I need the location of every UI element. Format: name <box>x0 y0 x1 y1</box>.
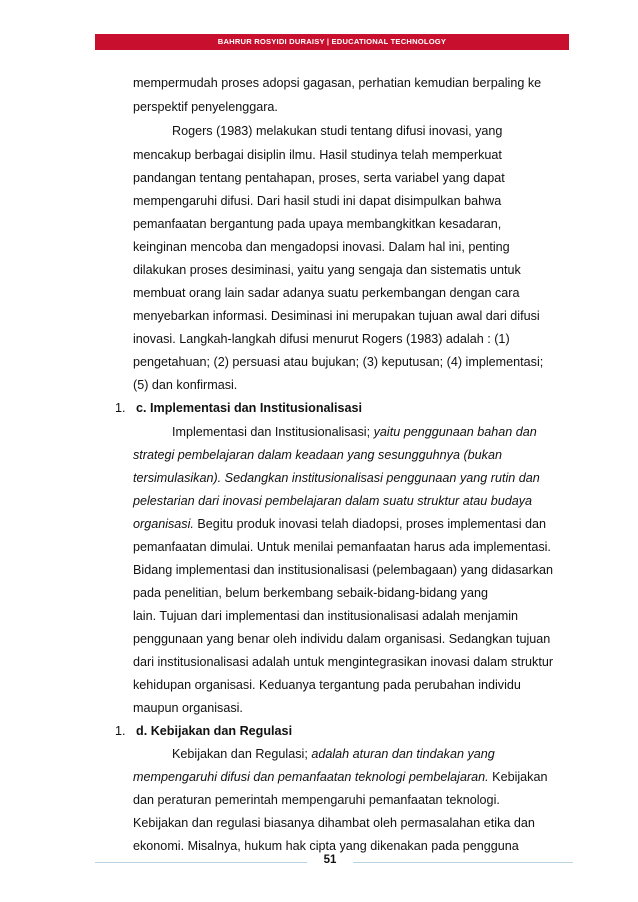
text-line: pada penelitian, belum berkembang sebaik-bidang-bidang yang <box>133 586 488 600</box>
text-line <box>172 424 537 440</box>
italic-span: pelestarian dari inovasi pembelajaran dalam suatu struktur atau budaya <box>133 494 533 508</box>
heading-text: c. Implementasi dan Institusionalisasi <box>136 401 363 415</box>
text-line <box>133 769 547 785</box>
footer-rule-left <box>95 862 307 863</box>
text-line: pengetahuan; (2) persuasi atau bujukan; (3) keputusan; (4) implementasi; <box>133 355 544 369</box>
text-line: maupun organisasi. <box>133 701 243 715</box>
text-span: Begitu produk inovasi telah diadopsi, proses implementasi dan <box>193 517 547 531</box>
text-line: ekonomi. Misalnya, hukum hak cipta yang dikenakan pada pengguna <box>133 839 519 853</box>
text-line <box>133 447 502 463</box>
text-line: Kebijakan dan regulasi biasanya dihambat oleh permasalahan etika dan <box>133 816 535 830</box>
text-line: penggunaan yang benar oleh individu dalam organisasi. Sedangkan tujuan <box>133 632 551 646</box>
text-span: Kebijakan dan Regulasi; <box>172 747 312 761</box>
footer-rule-right <box>353 862 573 863</box>
text-line: inovasi. Langkah-langkah difusi menurut Rogers (1983) adalah : (1) <box>133 332 510 346</box>
text-line <box>133 493 532 509</box>
text-line: Bidang implementasi dan institusionalisasi (pelembagaan) yang didasarkan <box>133 563 554 577</box>
text-line: lain. Tujuan dari implementasi dan institusionalisasi adalah menjamin <box>133 609 519 623</box>
text-line: keinginan mencoba dan mengadopsi inovasi. Dalam hal ini, penting <box>133 240 510 254</box>
text-line: dan peraturan pemerintah mempengaruhi pemanfaatan teknologi. <box>133 793 500 807</box>
section-heading <box>115 723 292 739</box>
text-line: perspektif penyelenggara. <box>133 100 278 114</box>
text-span: Implementasi dan Institusionalisasi; <box>172 425 374 439</box>
header-bar: BAHRUR ROSYIDI DURAISY | EDUCATIONAL TECHNOLOGY <box>95 34 569 50</box>
italic-span: tersimulasikan). Sedangkan institusionalisasi penggunaan yang rutin dan <box>133 471 540 485</box>
text-line: mempermudah proses adopsi gagasan, perhatian kemudian berpaling ke <box>133 76 542 90</box>
text-line <box>133 516 546 532</box>
text-line: pandangan tentang pentahapan, proses, serta variabel yang dapat <box>133 171 505 185</box>
page-number: 51 <box>323 854 337 866</box>
text-line: dilakukan proses desiminasi, yaitu yang sengaja dan sistematis untuk <box>133 263 521 277</box>
text-line: (5) dan konfirmasi. <box>133 378 238 392</box>
italic-span: organisasi. <box>133 517 194 531</box>
list-number: 1. <box>115 401 126 415</box>
italic-span: strategi pembelajaran dalam keadaan yang sesungguhnya (bukan <box>133 448 502 462</box>
italic-span: mempengaruhi difusi dan pemanfaatan teknologi pembelajaran. <box>133 770 489 784</box>
text-line <box>172 746 495 762</box>
italic-span: yaitu penggunaan bahan dan <box>373 425 537 439</box>
text-line: pemanfaatan dimulai. Untuk menilai pemanfaatan harus ada implementasi. <box>133 540 551 554</box>
text-line <box>133 470 540 486</box>
list-number: 1. <box>115 724 126 738</box>
heading-text: d. Kebijakan dan Regulasi <box>136 724 293 738</box>
italic-span: adalah aturan dan tindakan yang <box>311 747 495 761</box>
text-line: menyebarkan informasi. Desiminasi ini merupakan tujuan awal dari difusi <box>133 309 540 323</box>
text-line: Rogers (1983) melakukan studi tentang difusi inovasi, yang <box>172 124 503 138</box>
text-line: pemanfaatan bergantung pada upaya membangkitkan kesadaran, <box>133 217 502 231</box>
text-span: Kebijakan <box>488 770 548 784</box>
text-line: kehidupan organisasi. Keduanya tergantung pada perubahan individu <box>133 678 521 692</box>
text-line: membuat orang lain sadar adanya suatu perkembangan dengan cara <box>133 286 520 300</box>
text-line: mempengaruhi difusi. Dari hasil studi ini dapat disimpulkan bahwa <box>133 194 502 208</box>
section-heading <box>115 400 362 416</box>
text-line: dari institusionalisasi adalah untuk mengintegrasikan inovasi dalam struktur <box>133 655 554 669</box>
text-line: mencakup berbagai disiplin ilmu. Hasil studinya telah memperkuat <box>133 148 502 162</box>
